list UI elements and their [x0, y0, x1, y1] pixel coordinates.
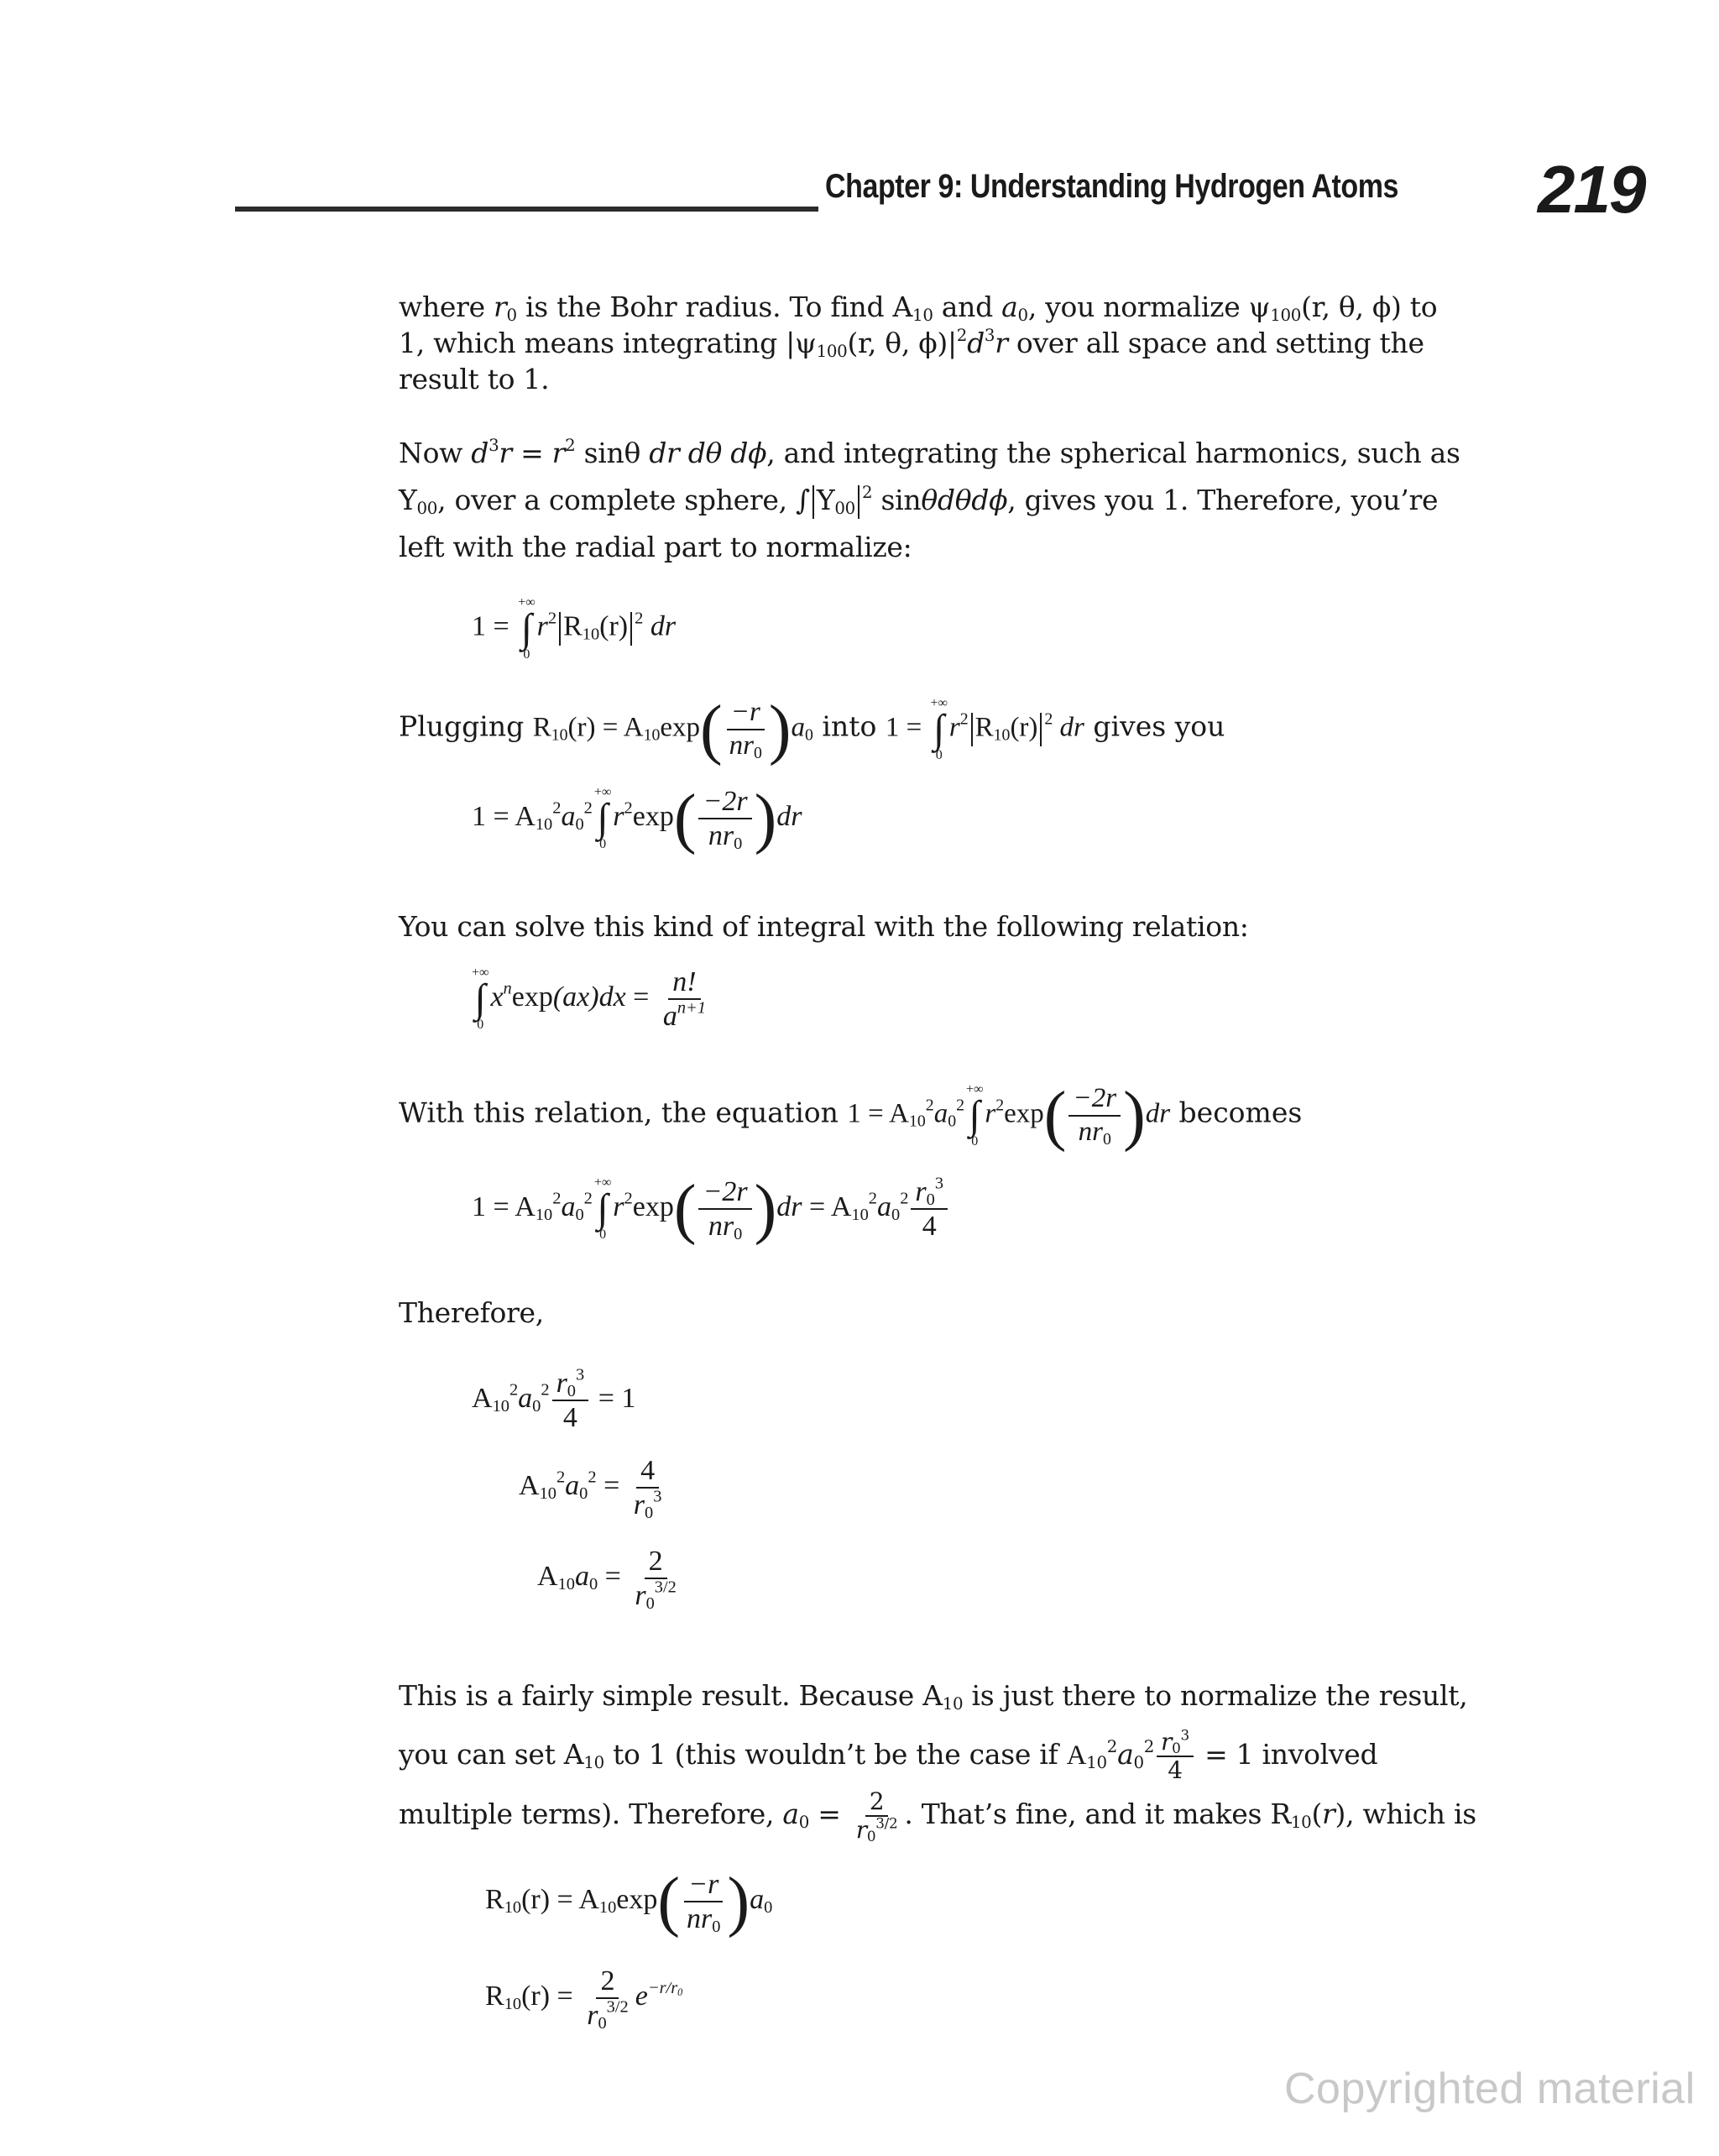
with-relation-line: With this relation, the equation $1 = A_{10}^2a_0^2$ +∞ ∫ 0 $r^2\exp$( $\frac{-2r}{nr_0}$ )dr becomes — [399, 1078, 1303, 1153]
equation-gamma-relation: +∞ ∫ 0 $x^n\exp(ax)dx$ = $\frac{n!}{a^{n+1}}$ — [472, 965, 707, 1033]
text-line: This is a fairly simple result. Because $A_{10}$ is just there to normalize the result, — [399, 1679, 1468, 1714]
text-line: you can set $A_{10}$ to 1 (this wouldn’t be the case if $A_{10}^2a_0^2$ $\frac{r_0^3}{4}$ = 1 involved — [399, 1726, 1378, 1784]
paragraph-therefore — [399, 1295, 1490, 1331]
equation-evaluated-integral: $1 = A_{10}^2a_0^2$ +∞ ∫ 0 $r^2\exp$( $\frac{-2r}{nr_0}$ )$dr = A_{10}^2a_0^2$ $\frac{r_0^3}{4}$ — [472, 1175, 950, 1243]
equation-squared-product: $A_{10}^2a_0^2$ = $\frac{4}{r_0^3}$ — [519, 1455, 662, 1523]
text-line: $Y_{00}$, over a complete sphere, ∫ $Y_{00}^2$ sinθdθdϕ, gives you 1. Therefore, you’re — [399, 483, 1439, 518]
paragraph-simple-result — [399, 1667, 1490, 1844]
paragraph-spherical-harmonics — [399, 430, 1490, 571]
equation-radial-function: $R_{10}(r) = A_{10}\exp$( $\frac{-r}{nr_0}$ )$a_0$ — [485, 1865, 773, 1939]
text-line: Now $d^3r = r^2$ sinθ dr dθ dϕ, and integrating the spherical harmonics, such as — [399, 436, 1460, 469]
page-number: 219 — [1538, 152, 1645, 227]
copyright-watermark: Copyrighted material — [1284, 2064, 1695, 2113]
text-line: Therefore, — [399, 1296, 544, 1329]
text-line: multiple terms). Therefore, $a_0$ = $\frac{2}{r_0^{3/2}}$ . That’s fine, and it makes $R_{10}(r)$, which is — [399, 1787, 1476, 1845]
text-line: where $r_0$ is the Bohr radius. To find $A_{10}$ and $a_0$, you normalize $\psi_{100}(r$, θ, ϕ) to — [399, 290, 1438, 325]
equation-substituted-integral: $1 = A_{10}^2a_0^2$ +∞ ∫ 0 $r^2\exp$( $\frac{-2r}{nr_0}$ )dr — [472, 782, 802, 856]
equation-radial-result: $R_{10}(r)$ = $\frac{2}{r_0^{3/2}}$ $e^{-r/r_0}$ — [485, 1965, 683, 2033]
equation-normalization-integral: 1 = +∞ ∫ 0 $r^2$ $R_{10}(r)$ $^2$ dr — [472, 595, 677, 662]
text-line: result to 1. — [399, 363, 550, 395]
equation-product: $A_{10}a_0$ = $\frac{2}{r_0^{3/2}}$ — [537, 1546, 677, 1614]
text-line: You can solve this kind of integral with the following relation: — [399, 910, 1249, 943]
header-rule — [235, 207, 818, 212]
plugging-line: Plugging $R_{10}(r) = A_{10}\exp$( $\frac{-r}{nr_0}$ )$a_0$ into 1 = +∞ ∫ 0 $r^2$ $R_{10}(r)$ $^2$ dr gives you — [399, 692, 1225, 767]
text-line: left with the radial part to normalize: — [399, 531, 912, 563]
chapter-title: Chapter 9: Understanding Hydrogen Atoms — [825, 168, 1399, 205]
paragraph-relation-intro — [399, 908, 1490, 945]
paragraph-bohr-radius — [399, 289, 1490, 397]
equation-normalization-result: $A_{10}^2a_0^2$ $\frac{r_0^3}{4}$ = 1 — [472, 1365, 636, 1434]
text-line: 1, which means integrating $|\psi_{100}(r$, θ, $\phi)|^2d^3r$ over all space and setting the — [399, 326, 1424, 361]
